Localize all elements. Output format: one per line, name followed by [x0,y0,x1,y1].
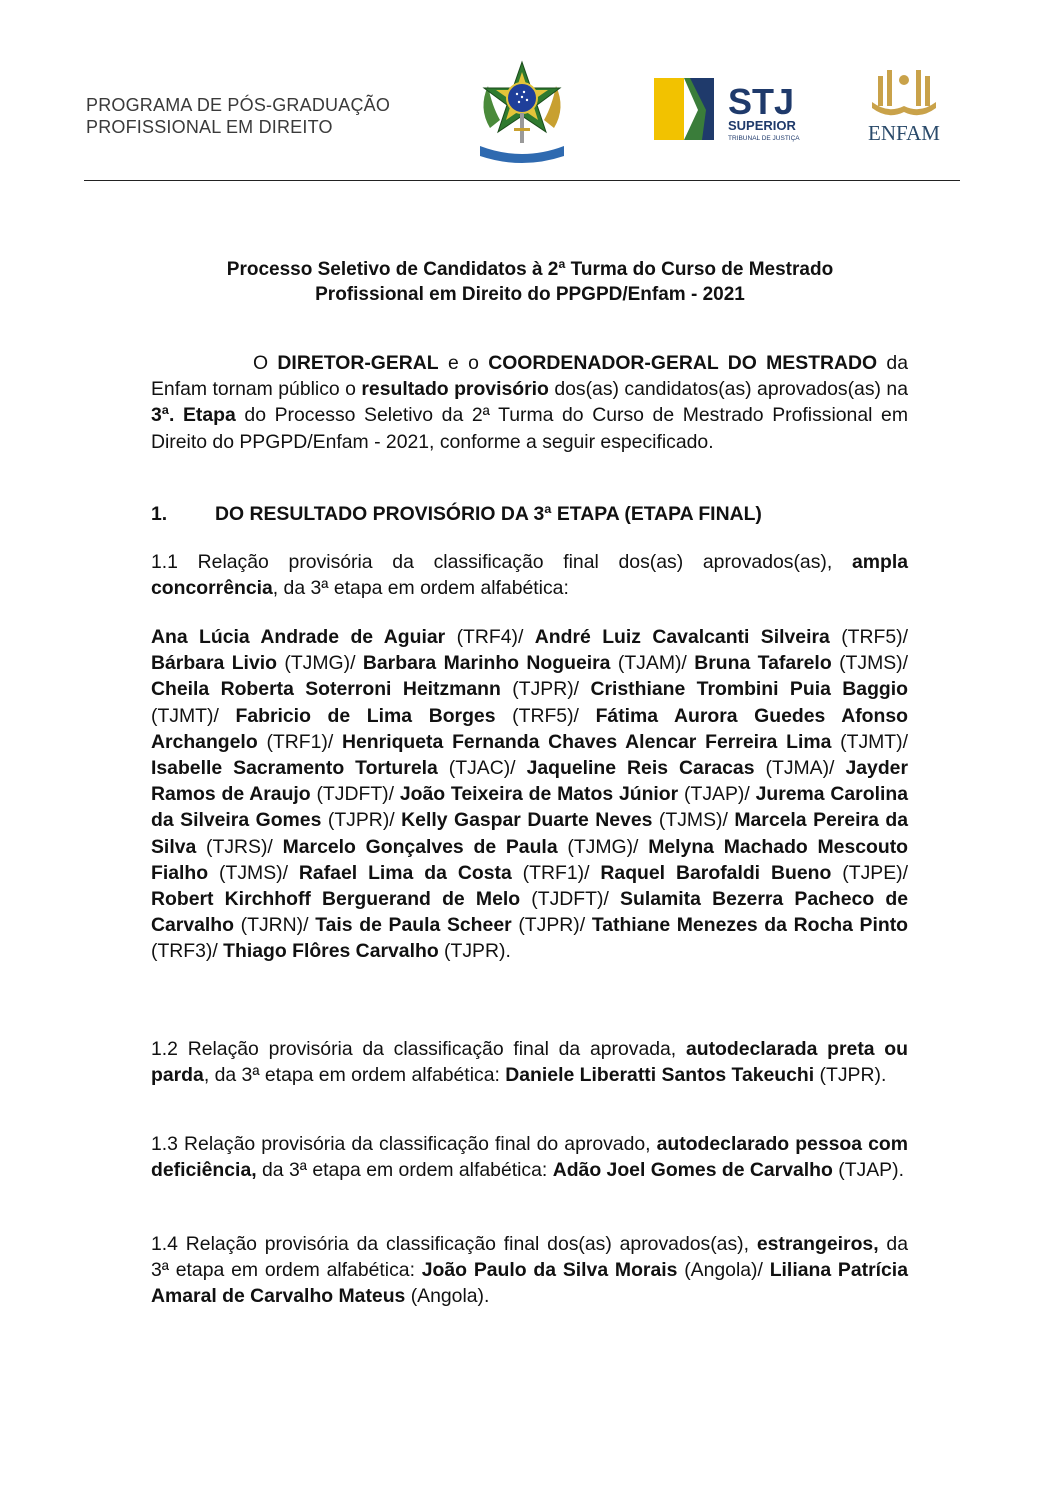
candidate-court: (TJPR)/ [500,678,591,701]
item-1-2 [151,1036,908,1088]
candidate-name: Barbara Marinho Nogueira [362,652,611,675]
item-bold: Liliana Patrícia Amaral de Carvalho Mateus [151,1259,908,1308]
candidate-court: (TJAC)/ [437,757,527,780]
candidate-name: Tais de Paula Scheer [315,914,512,937]
candidate-court: (TRF4)/ [445,626,535,648]
item-text: (TJPR). [814,1064,887,1087]
item-1-3 [151,1131,908,1183]
item-text: (Angola). [405,1285,490,1308]
candidate-name: Thiago Flôres Carvalho [223,940,439,963]
candidate-name: Fabricio de Lima Borges [235,704,496,727]
candidate-court: (TJMT)/ [831,730,908,753]
item-bold: João Paulo da Silva Morais [421,1259,678,1282]
candidate-name: Raquel Barofaldi Bueno [600,861,832,884]
candidate-name: Cristhiane Trombini Puia Baggio [590,678,908,701]
candidate-name: André Luiz Cavalcanti Silveira [534,626,830,648]
candidate-court: (TJRS)/ [196,835,283,858]
program-name [86,94,390,138]
item-bold: ampla concorrência [151,551,908,600]
candidate-name: Fátima Aurora Guedes Afonso Archangelo [151,704,908,753]
stj-logo-sub2: TRIBUNAL DE JUSTIÇA [728,135,800,142]
candidate-court: (TJAM)/ [610,652,695,675]
candidate-court: (TRF5)/ [495,704,596,727]
intro-bold: resultado provisório [361,378,549,401]
candidate-court: (TRF5)/ [829,626,909,648]
title-line1: Processo Seletivo de Candidatos à 2ª Turma do Curso de Mestrado [226,259,834,280]
intro-bold: DIRETOR-GERAL [277,352,439,374]
candidate-name: Ana Lúcia Andrade de Aguiar [151,626,446,648]
candidate-court: (TRF1)/ [511,861,601,884]
intro-paragraph [151,350,908,455]
candidate-court: (TRF1)/ [257,730,343,753]
candidate-court: (TJDFT)/ [520,888,621,911]
candidate-name: Tathiane Menezes da Rocha Pinto [591,914,909,937]
item-bold: Adão Joel Gomes de Carvalho [552,1159,833,1182]
candidate-name: Isabelle Sacramento Torturela [151,757,438,780]
intro-text: e o [438,352,489,374]
candidate-name: Jayder Ramos de Araujo [151,757,908,806]
section-number: 1. [151,503,168,525]
section-heading [151,503,762,526]
candidate-court: (TJMG)/ [557,835,649,858]
item-text: da 3ª etapa em ordem alfabética: [256,1159,553,1182]
candidate-name: João Teixeira de Matos Júnior [399,783,679,806]
intro-bold: 3ª. Etapa [151,404,236,427]
stj-logo-icon [654,74,824,144]
candidate-court: (TJPE)/ [831,861,908,884]
candidate-court: (TRF3)/ [151,940,224,963]
candidate-court: (TJMS)/ [831,652,909,675]
enfam-logo-text: ENFAM [868,121,940,145]
item-text: 1.2 Relação provisória da classificação final da aprovada, [151,1038,686,1060]
candidate-list [151,624,908,965]
item-bold: Daniele Liberatti Santos Takeuchi [505,1064,815,1087]
intro-bold: COORDENADOR-GERAL DO MESTRADO [488,352,878,374]
item-bold: autodeclarada preta ou parda [151,1038,908,1087]
header-divider [84,180,960,181]
candidate-name: Jaqueline Reis Caracas [526,757,755,780]
candidate-court: (TJAP)/ [678,783,756,806]
intro-text: da Enfam tornam público o [151,352,908,401]
candidate-name: Robert Kirchhoff Berguerand de Melo [151,888,521,911]
item-text: da 3ª etapa em ordem alfabética: [151,1233,908,1282]
intro-text: O [253,352,278,374]
brazil-coat-of-arms-icon [470,58,574,168]
item-text: (Angola)/ [677,1259,770,1282]
section-title: DO RESULTADO PROVISÓRIO DA 3ª ETAPA (ETAPA FINAL) [215,503,762,525]
candidate-court: (TJPR). [438,940,511,963]
document-title [150,257,910,307]
item-text: , da 3ª etapa em ordem alfabética: [203,1064,506,1087]
enfam-logo-icon [858,66,950,146]
candidate-name: Marcela Pereira da Silva [151,809,908,858]
item-text: 1.1 Relação provisória da classificação final dos(as) aprovados(as), [151,551,852,573]
item-bold: autodeclarado pessoa com deficiência, [151,1133,908,1182]
candidate-court: (TJPR)/ [511,914,592,937]
candidate-court: (TJPR)/ [321,809,402,832]
candidate-court: (TJMS)/ [208,861,299,884]
candidate-name: Bárbara Livio [151,652,277,675]
program-name-line1: PROGRAMA DE PÓS-GRADUAÇÃO [86,95,391,115]
item-1-4 [151,1231,908,1310]
candidate-name: Melyna Machado Mescouto Fialho [151,835,909,884]
stj-logo-sub1: SUPERIOR [728,118,796,133]
item-text: 1.4 Relação provisória da classificação final dos(as) aprovados(as), [151,1233,757,1255]
candidate-name: Jurema Carolina da Silveira Gomes [151,783,908,832]
stj-logo-text: STJ [728,81,795,122]
candidate-court: (TJDFT)/ [310,783,400,806]
candidate-name: Sulamita Bezerra Pacheco de Carvalho [151,888,909,937]
candidate-name: Cheila Roberta Soterroni Heitzmann [151,678,501,701]
title-line2: Profissional em Direito do PPGPD/Enfam - 2021 [315,284,745,305]
item-1-1 [151,549,908,601]
candidate-court: (TJMT)/ [151,704,236,727]
intro-text: do Processo Seletivo da 2ª Turma do Curso de Mestrado Profissional em Direito do PPGPD/Enfam - 2021, conforme a seguir especificado. [151,404,908,453]
item-bold: estrangeiros, [756,1233,879,1255]
candidate-name: Marcelo Gonçalves de Paula [282,835,558,858]
candidate-name: Henriqueta Fernanda Chaves Alencar Ferreira Lima [342,730,832,753]
intro-text: dos(as) candidatos(as) aprovados(as) na [548,378,908,401]
candidate-name: Rafael Lima da Costa [298,861,512,884]
item-text: , da 3ª etapa em ordem alfabética: [272,577,569,600]
candidate-name: Kelly Gaspar Duarte Neves [401,809,653,832]
candidate-name: Bruna Tafarelo [694,652,832,675]
candidate-court: (TJMS)/ [652,809,735,832]
candidate-court: (TJMG)/ [276,652,363,675]
candidate-court: (TJRN)/ [233,914,316,937]
program-name-line2: PROFISSIONAL EM DIREITO [86,117,333,137]
item-text: 1.3 Relação provisória da classificação final do aprovado, [151,1133,657,1155]
item-text: (TJAP). [832,1159,904,1182]
candidate-court: (TJMA)/ [754,757,846,780]
